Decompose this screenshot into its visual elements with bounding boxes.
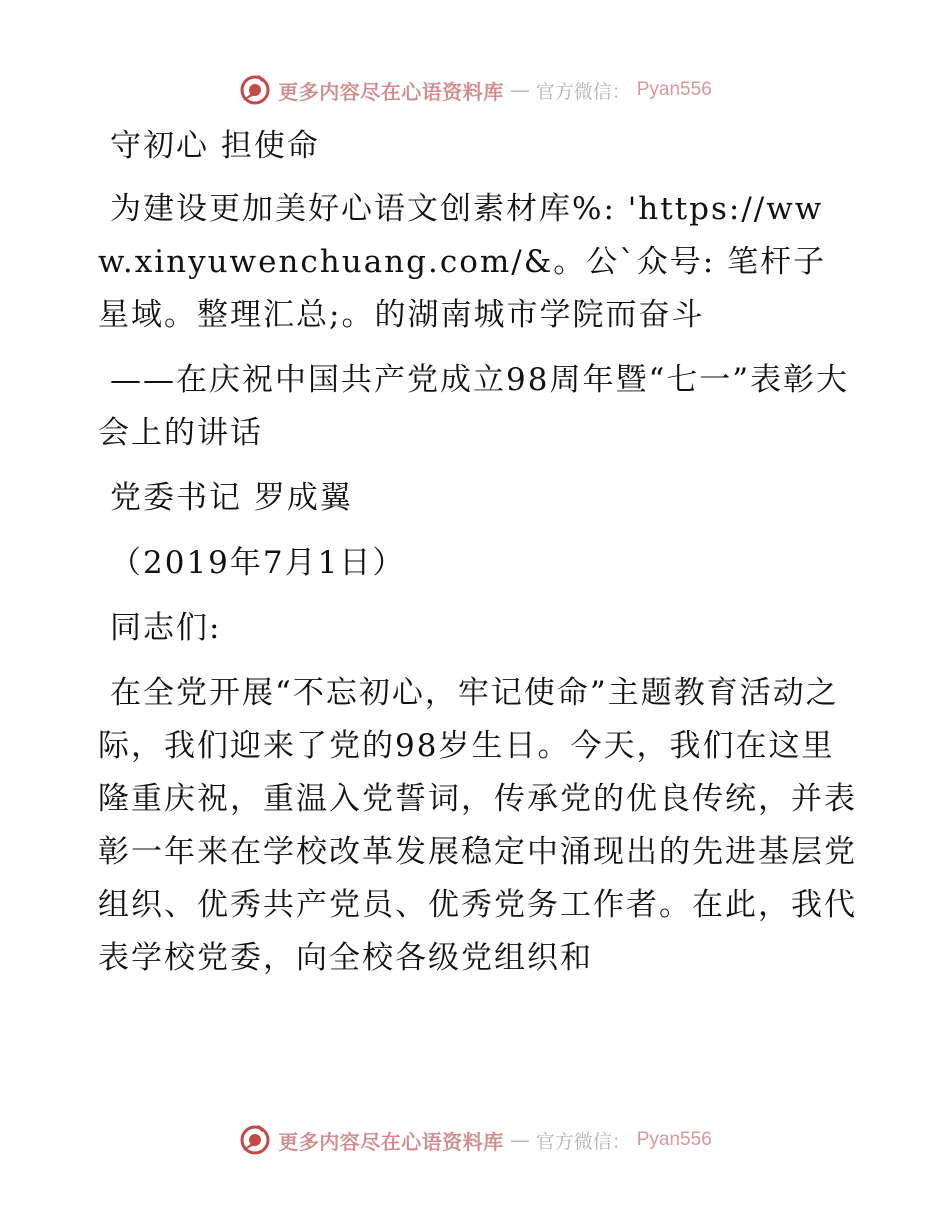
document-body [98, 120, 858, 997]
watermark-separator: — [509, 1128, 530, 1152]
document-intro: 为建设更加美好心语文创素材库%: 'https://www.xinyuwenchuang.com/&。公`众号: 笔杆子星域。整理汇总;。的湖南城市学院而奋斗 [98, 191, 827, 333]
pen-logo-icon [238, 1123, 272, 1157]
bottom-watermark [0, 1120, 950, 1160]
document-paragraph: 在全党开展“不忘初心，牢记使命”主题教育活动之际，我们迎来了党的98岁生日。今天，我们在这里隆重庆祝，重温入党誓词，传承党的优良传统，并表彰一年来在学校改革发展稳定中涌现出的先进基层党组织、优秀共产党员、优秀党务工作者。在此，我代表学校党委，向全校各级党组织和 [98, 675, 857, 976]
watermark-wechat-label: 官方微信： [535, 80, 631, 103]
document-greeting: 同志们: [110, 610, 222, 646]
watermark-text: 更多内容尽在心语资料库 [278, 79, 504, 104]
watermark-separator: — [509, 78, 530, 102]
pen-logo-icon [238, 73, 272, 107]
watermark-wechat-id: Pyan556 [636, 79, 712, 100]
document-speaker: 党委书记 罗成翼 [110, 480, 353, 516]
top-watermark [0, 70, 950, 110]
watermark-wechat-label: 官方微信： [535, 1130, 631, 1153]
watermark-text: 更多内容尽在心语资料库 [278, 1129, 504, 1154]
watermark-wechat-id: Pyan556 [636, 1129, 712, 1150]
document-title: 守初心 担使命 [110, 128, 320, 164]
document-subtitle: ——在庆祝中国共产党成立98周年暨“七一”表彰大会上的讲话 [98, 362, 850, 451]
document-date: （2019年7月1日） [110, 545, 406, 581]
